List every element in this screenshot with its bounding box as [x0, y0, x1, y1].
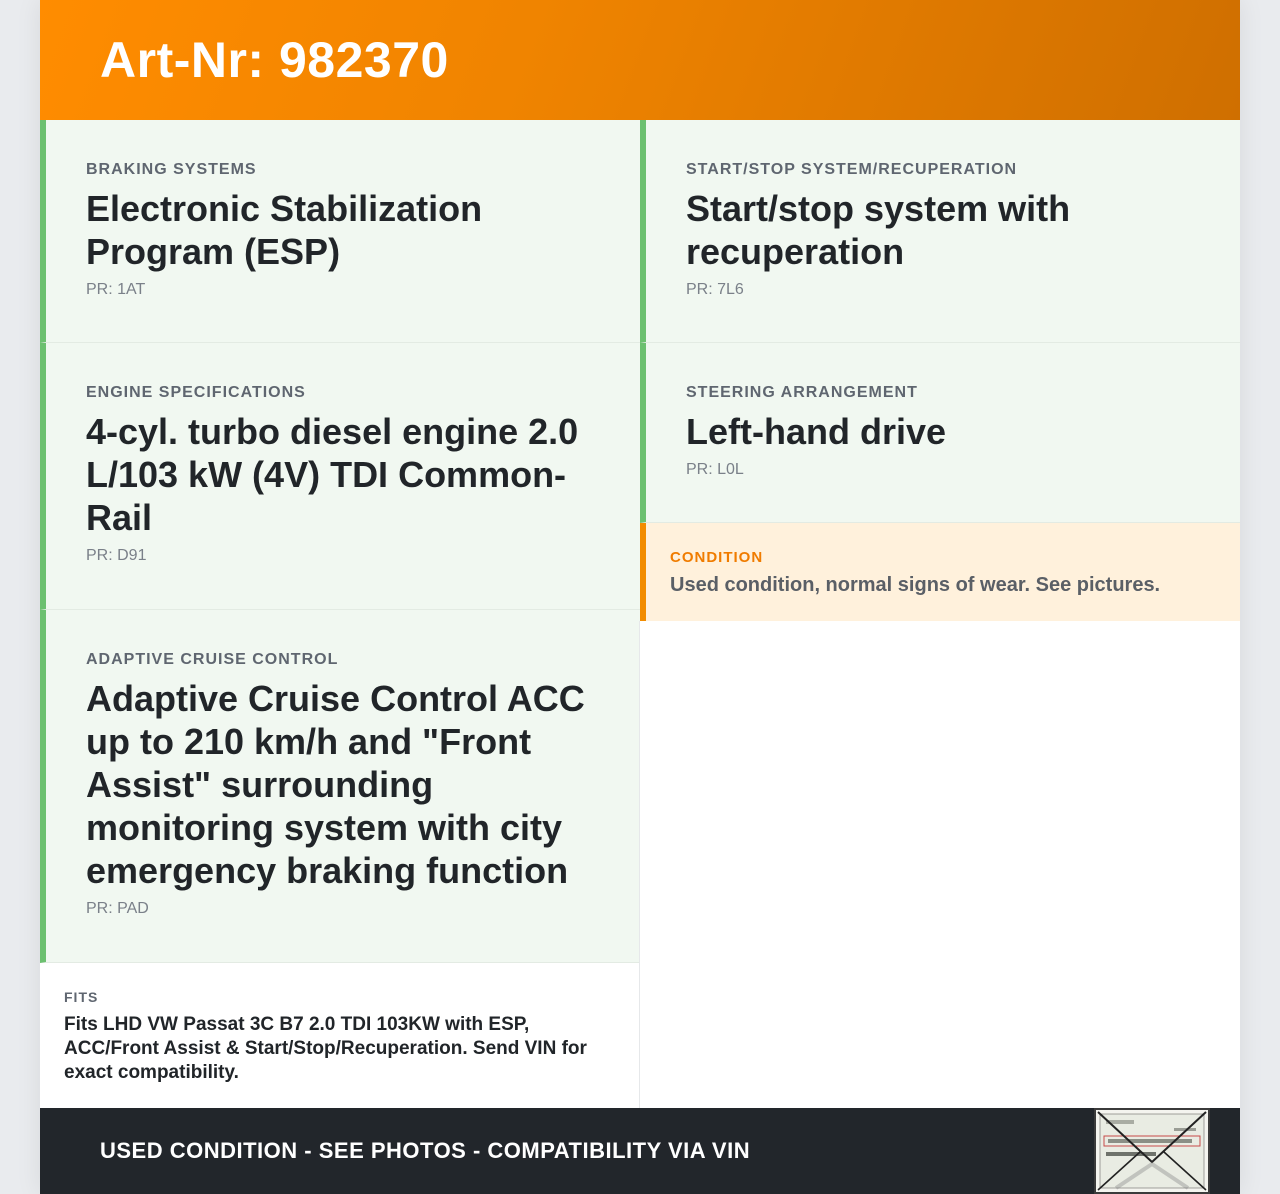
card-category: BRAKING SYSTEMS [86, 161, 257, 178]
fits-label: FITS [64, 989, 99, 1005]
card-pr-code: PR: PAD [86, 900, 149, 917]
card-pr-code: PR: L0L [686, 461, 744, 478]
card-pr-code: PR: 1AT [86, 281, 146, 298]
card-category: START/STOP SYSTEM/RECUPERATION [686, 161, 1018, 178]
feature-card-braking [40, 120, 640, 343]
envelope-stamp-icon [1094, 1108, 1210, 1194]
card-title: Start/stop system with recuperation [686, 188, 1071, 272]
card-pr-code: PR: 7L6 [686, 281, 744, 298]
feature-card-engine [40, 343, 640, 610]
feature-card-start-stop [640, 120, 1240, 343]
footer-text: USED CONDITION - SEE PHOTOS - COMPATIBILITY VIA VIN [100, 1138, 751, 1163]
page-footer [40, 1108, 1240, 1194]
envelope-stamp-graphic [1096, 1110, 1208, 1192]
card-category: ENGINE SPECIFICATIONS [86, 384, 306, 401]
card-pr-code: PR: D91 [86, 547, 147, 564]
condition-box [640, 523, 1240, 621]
card-title: 4-cyl. turbo diesel engine 2.0 L/103 kW (4V) TDI Common-Rail [86, 411, 579, 538]
feature-card-steering [640, 343, 1240, 523]
product-sheet [40, 0, 1240, 1194]
condition-label: CONDITION [670, 549, 764, 566]
fits-box [40, 963, 640, 1108]
condition-text: Used condition, normal signs of wear. See pictures. [670, 574, 1161, 596]
page-header [40, 0, 1240, 120]
card-title: Adaptive Cruise Control ACC up to 210 km/h and "Front Assist" surrounding monitoring system with city emergency braking function [86, 678, 585, 891]
card-category: STEERING ARRANGEMENT [686, 384, 918, 401]
card-category: ADAPTIVE CRUISE CONTROL [86, 651, 339, 668]
article-number-title: Art-Nr: 982370 [100, 32, 449, 88]
feature-card-cruise-control [40, 610, 640, 963]
card-title: Left-hand drive [686, 411, 947, 452]
fits-text: Fits LHD VW Passat 3C B7 2.0 TDI 103KW with ESP, ACC/Front Assist & Start/Stop/Recuperation. Send VIN for exact compatibility. [64, 1014, 587, 1083]
card-title: Electronic Stabilization Program (ESP) [86, 188, 483, 272]
